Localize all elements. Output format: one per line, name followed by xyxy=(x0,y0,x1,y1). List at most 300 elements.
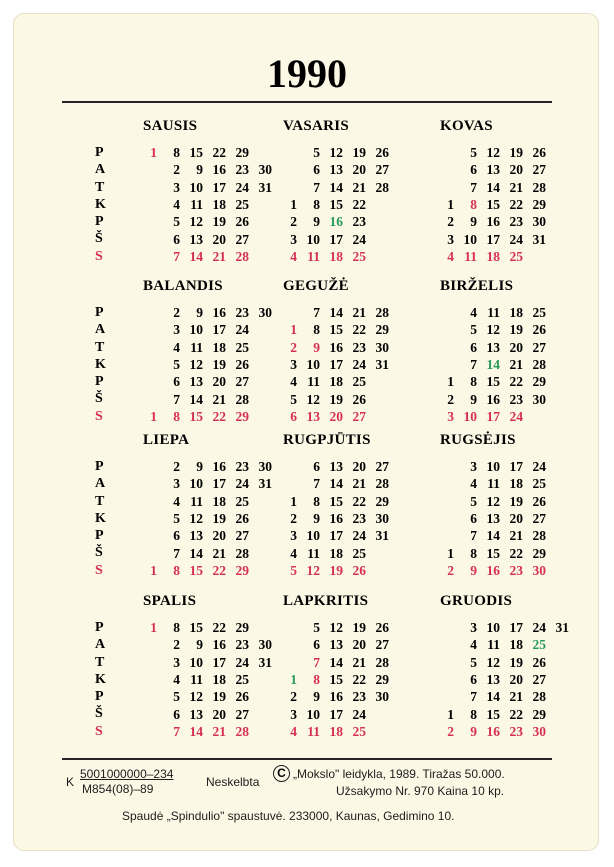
day-cell: 21 xyxy=(352,476,366,492)
weekday-row xyxy=(440,196,580,213)
weekday-row xyxy=(283,321,423,338)
day-cell: 10 xyxy=(463,408,477,424)
day-cell: 28 xyxy=(532,356,546,372)
day-cell: 12 xyxy=(486,322,500,338)
day-cell: 24 xyxy=(509,231,523,247)
weekday-letter: T xyxy=(95,339,105,355)
day-cell: 31 xyxy=(258,476,272,492)
day-cell: 27 xyxy=(532,671,546,687)
day-cell: 17 xyxy=(212,476,226,492)
day-cell: 20 xyxy=(212,231,226,247)
weekday-row xyxy=(143,179,283,196)
day-cell: 30 xyxy=(532,214,546,230)
day-cell: 26 xyxy=(532,322,546,338)
day-cell: 12 xyxy=(486,654,500,670)
day-cell: 16 xyxy=(486,391,500,407)
day-cell: 26 xyxy=(235,689,249,705)
day-cell: 5 xyxy=(470,145,477,160)
day-cell: 3 xyxy=(173,322,180,338)
day-cell: 19 xyxy=(212,214,226,230)
month-name: BIRŽELIS xyxy=(440,278,514,294)
day-cell: 3 xyxy=(290,231,297,247)
day-cell: 6 xyxy=(313,459,320,474)
day-cell: 24 xyxy=(509,408,523,424)
day-cell: 23 xyxy=(509,214,523,230)
weekday-row xyxy=(440,510,580,527)
day-cell: 24 xyxy=(352,356,366,372)
month-name: LAPKRITIS xyxy=(283,593,369,609)
day-cell: 7 xyxy=(470,179,477,195)
weekday-row xyxy=(143,339,283,356)
day-cell: 30 xyxy=(258,162,272,178)
day-cell: 21 xyxy=(509,179,523,195)
day-cell: 18 xyxy=(212,196,226,212)
day-cell: 15 xyxy=(329,493,343,509)
day-cell: 7 xyxy=(313,654,320,670)
weekday-letter: K xyxy=(95,510,106,526)
day-cell: 30 xyxy=(258,459,272,474)
day-cell: 24 xyxy=(352,528,366,544)
day-cell: 25 xyxy=(352,374,366,390)
day-cell: 20 xyxy=(352,637,366,653)
weekday-row xyxy=(440,161,580,178)
day-cell: 7 xyxy=(313,305,320,320)
day-cell: 26 xyxy=(235,510,249,526)
day-cell: 24 xyxy=(235,654,249,670)
neskelbta-label: Neskelbta xyxy=(206,775,260,789)
day-cell: 11 xyxy=(190,196,203,212)
day-cell: 13 xyxy=(189,231,203,247)
day-cell: 2 xyxy=(447,214,454,230)
day-cell: 1 xyxy=(447,706,454,722)
k-mark: K xyxy=(66,775,75,789)
day-cell: 24 xyxy=(532,620,546,635)
day-cell: 23 xyxy=(352,689,366,705)
weekday-row xyxy=(283,562,423,579)
day-cell: 9 xyxy=(470,214,477,230)
weekday-row xyxy=(440,527,580,544)
day-cell: 13 xyxy=(306,408,320,424)
weekday-letter: A xyxy=(95,162,106,178)
day-cell: 6 xyxy=(470,510,477,526)
day-cell: 18 xyxy=(212,493,226,509)
day-cell: 31 xyxy=(258,654,272,670)
weekday-row xyxy=(440,408,580,425)
day-cell: 31 xyxy=(532,231,546,247)
weekday-letter: T xyxy=(95,179,105,195)
day-cell: 6 xyxy=(470,671,477,687)
day-cell: 29 xyxy=(375,671,389,687)
day-cell: 28 xyxy=(375,476,389,492)
day-cell: 11 xyxy=(487,305,500,320)
day-cell: 7 xyxy=(173,723,180,739)
day-cell: 14 xyxy=(486,179,500,195)
day-cell: 27 xyxy=(375,162,389,178)
weekday-row xyxy=(283,179,423,196)
day-cell: 23 xyxy=(235,305,249,320)
weekday-row xyxy=(143,510,283,527)
day-cell: 1 xyxy=(447,196,454,212)
day-cell: 5 xyxy=(313,145,320,160)
day-cell: 21 xyxy=(352,654,366,670)
weekday-row xyxy=(143,213,283,230)
day-cell: 17 xyxy=(329,706,343,722)
day-cell: 9 xyxy=(313,214,320,230)
day-cell: 15 xyxy=(189,408,203,424)
day-cell: 8 xyxy=(470,196,477,212)
day-cell: 30 xyxy=(532,723,546,739)
day-cell: 23 xyxy=(509,723,523,739)
day-cell: 16 xyxy=(486,214,500,230)
day-cell: 23 xyxy=(235,162,249,178)
day-cell: 3 xyxy=(447,231,454,247)
day-cell: 22 xyxy=(352,322,366,338)
weekday-row xyxy=(283,161,423,178)
day-cell: 28 xyxy=(235,391,249,407)
day-cell: 30 xyxy=(258,637,272,653)
weekday-letter: T xyxy=(95,654,105,670)
day-cell: 12 xyxy=(329,145,343,160)
weekday-letter: P xyxy=(95,305,104,320)
day-cell: 24 xyxy=(532,459,546,474)
day-cell: 25 xyxy=(352,723,366,739)
day-cell: 19 xyxy=(509,145,523,160)
day-cell: 16 xyxy=(212,162,226,178)
day-cell: 3 xyxy=(290,356,297,372)
month-name: SAUSIS xyxy=(143,118,198,134)
day-cell: 4 xyxy=(290,248,297,264)
day-cell: 8 xyxy=(470,706,477,722)
day-cell: 30 xyxy=(375,339,389,355)
day-cell: 27 xyxy=(375,459,389,474)
day-cell: 25 xyxy=(532,637,546,653)
day-cell: 24 xyxy=(235,179,249,195)
day-cell: 12 xyxy=(486,145,500,160)
day-cell: 5 xyxy=(173,214,180,230)
day-cell: 19 xyxy=(509,493,523,509)
day-cell: 2 xyxy=(173,459,180,474)
day-cell: 6 xyxy=(173,528,180,544)
weekday-row xyxy=(283,723,423,740)
weekday-row xyxy=(143,408,283,425)
day-cell: 20 xyxy=(212,706,226,722)
day-cell: 13 xyxy=(486,162,500,178)
day-cell: 9 xyxy=(196,637,203,653)
day-cell: 26 xyxy=(375,145,389,160)
day-cell: 18 xyxy=(212,339,226,355)
day-cell: 23 xyxy=(352,339,366,355)
day-cell: 1 xyxy=(150,620,157,635)
day-cell: 3 xyxy=(447,408,454,424)
day-cell: 28 xyxy=(235,248,249,264)
day-cell: 5 xyxy=(470,654,477,670)
day-cell: 5 xyxy=(470,493,477,509)
day-cell: 26 xyxy=(235,356,249,372)
weekday-row xyxy=(283,619,423,636)
weekday-letter: Š xyxy=(95,391,103,407)
day-cell: 7 xyxy=(173,248,180,264)
day-cell: 22 xyxy=(352,671,366,687)
day-cell: 12 xyxy=(329,620,343,635)
day-cell: 11 xyxy=(190,339,203,355)
weekday-row xyxy=(283,636,423,653)
weekday-row xyxy=(440,144,580,161)
day-cell: 30 xyxy=(375,510,389,526)
day-cell: 3 xyxy=(173,476,180,492)
day-cell: 28 xyxy=(375,179,389,195)
printer-line: Spaudė „Spindulio" spaustuvė. 233000, Kaunas, Gedimino 10. xyxy=(122,809,455,823)
day-cell: 25 xyxy=(235,196,249,212)
day-cell: 2 xyxy=(173,162,180,178)
day-cell: 20 xyxy=(352,162,366,178)
weekday-row xyxy=(283,510,423,527)
day-cell: 27 xyxy=(532,339,546,355)
weekday-row xyxy=(143,231,283,248)
weekday-row xyxy=(440,373,580,390)
day-cell: 2 xyxy=(447,391,454,407)
day-cell: 7 xyxy=(470,356,477,372)
day-cell: 17 xyxy=(509,459,523,474)
day-cell: 13 xyxy=(329,162,343,178)
weekday-row xyxy=(283,373,423,390)
day-cell: 10 xyxy=(189,476,203,492)
weekday-row xyxy=(440,723,580,740)
weekday-row xyxy=(440,688,580,705)
day-cell: 1 xyxy=(290,671,297,687)
day-cell: 5 xyxy=(173,510,180,526)
weekday-row xyxy=(143,545,283,562)
weekday-row xyxy=(283,356,423,373)
day-cell: 27 xyxy=(375,637,389,653)
day-cell: 9 xyxy=(313,510,320,526)
month-name: RUGSĖJIS xyxy=(440,432,516,448)
day-cell: 30 xyxy=(375,689,389,705)
day-cell: 19 xyxy=(212,356,226,372)
day-cell: 25 xyxy=(352,248,366,264)
day-cell: 4 xyxy=(173,196,180,212)
day-cell: 18 xyxy=(509,637,523,653)
day-cell: 14 xyxy=(329,654,343,670)
day-cell: 10 xyxy=(189,179,203,195)
day-cell: 19 xyxy=(212,510,226,526)
day-cell: 18 xyxy=(329,248,343,264)
day-cell: 5 xyxy=(313,620,320,635)
day-cell: 7 xyxy=(313,476,320,492)
day-cell: 21 xyxy=(212,248,226,264)
weekday-row xyxy=(440,671,580,688)
day-cell: 16 xyxy=(212,459,226,474)
weekday-letter: Š xyxy=(95,545,103,561)
weekday-letter: T xyxy=(95,493,105,509)
day-cell: 16 xyxy=(329,689,343,705)
day-cell: 15 xyxy=(189,145,203,160)
day-cell: 10 xyxy=(306,528,320,544)
day-cell: 10 xyxy=(486,459,500,474)
weekday-row xyxy=(143,391,283,408)
day-cell: 16 xyxy=(212,637,226,653)
day-cell: 14 xyxy=(486,356,500,372)
day-cell: 9 xyxy=(196,305,203,320)
day-cell: 25 xyxy=(235,339,249,355)
day-cell: 27 xyxy=(352,408,366,424)
day-cell: 13 xyxy=(486,339,500,355)
bottom-divider xyxy=(62,758,552,760)
weekday-row xyxy=(143,248,283,265)
day-cell: 11 xyxy=(307,545,320,561)
day-cell: 30 xyxy=(258,305,272,320)
weekday-row xyxy=(283,248,423,265)
catalog-code-2: M854(08)–89 xyxy=(82,782,154,796)
day-cell: 17 xyxy=(486,231,500,247)
weekday-row xyxy=(143,161,283,178)
top-divider xyxy=(62,101,552,103)
day-cell: 30 xyxy=(532,562,546,578)
day-cell: 6 xyxy=(173,231,180,247)
weekday-row xyxy=(283,196,423,213)
day-cell: 6 xyxy=(470,339,477,355)
day-cell: 15 xyxy=(486,545,500,561)
weekday-row xyxy=(283,475,423,492)
day-cell: 21 xyxy=(212,723,226,739)
day-cell: 10 xyxy=(306,356,320,372)
day-cell: 6 xyxy=(313,637,320,653)
day-cell: 3 xyxy=(470,459,477,474)
day-cell: 12 xyxy=(189,510,203,526)
month-name: GRUODIS xyxy=(440,593,513,609)
day-cell: 17 xyxy=(509,620,523,635)
weekday-row xyxy=(143,458,283,475)
day-cell: 17 xyxy=(329,528,343,544)
weekday-row xyxy=(440,391,580,408)
publisher-line: „Mokslo" leidykla, 1989. Tiražas 50.000. xyxy=(293,767,505,781)
day-cell: 22 xyxy=(212,145,226,160)
day-cell: 20 xyxy=(329,408,343,424)
weekday-letters xyxy=(95,619,115,740)
day-cell: 15 xyxy=(189,562,203,578)
day-cell: 18 xyxy=(509,305,523,320)
weekday-row xyxy=(283,654,423,671)
day-cell: 18 xyxy=(486,248,500,264)
weekday-row xyxy=(440,545,580,562)
day-cell: 29 xyxy=(235,620,249,635)
day-cell: 8 xyxy=(173,562,180,578)
day-cell: 21 xyxy=(352,179,366,195)
day-cell: 22 xyxy=(509,374,523,390)
day-cell: 11 xyxy=(487,476,500,492)
day-cell: 22 xyxy=(212,620,226,635)
day-cell: 28 xyxy=(235,723,249,739)
weekday-letter: P xyxy=(95,145,104,160)
weekday-row xyxy=(143,706,283,723)
day-cell: 22 xyxy=(509,706,523,722)
weekday-row xyxy=(283,545,423,562)
day-cell: 21 xyxy=(212,391,226,407)
day-cell: 7 xyxy=(313,179,320,195)
day-cell: 3 xyxy=(290,528,297,544)
day-cell: 6 xyxy=(313,162,320,178)
day-cell: 4 xyxy=(173,671,180,687)
weekday-letters xyxy=(95,458,115,579)
day-cell: 2 xyxy=(173,637,180,653)
day-cell: 29 xyxy=(532,545,546,561)
day-cell: 6 xyxy=(290,408,297,424)
day-cell: 7 xyxy=(470,528,477,544)
day-cell: 3 xyxy=(173,179,180,195)
weekday-letters xyxy=(95,144,115,265)
weekday-row xyxy=(143,373,283,390)
day-cell: 24 xyxy=(352,231,366,247)
weekday-row xyxy=(143,654,283,671)
day-cell: 17 xyxy=(486,408,500,424)
day-cell: 15 xyxy=(329,671,343,687)
day-cell: 9 xyxy=(313,339,320,355)
day-cell: 17 xyxy=(329,231,343,247)
weekday-row xyxy=(143,475,283,492)
day-cell: 22 xyxy=(509,196,523,212)
day-cell: 2 xyxy=(447,562,454,578)
day-cell: 1 xyxy=(447,545,454,561)
month-name: LIEPA xyxy=(143,432,190,448)
day-cell: 28 xyxy=(375,305,389,320)
weekday-row xyxy=(143,196,283,213)
day-cell: 21 xyxy=(212,545,226,561)
day-cell: 19 xyxy=(329,391,343,407)
day-cell: 23 xyxy=(235,459,249,474)
day-cell: 18 xyxy=(329,723,343,739)
day-cell: 16 xyxy=(212,305,226,320)
day-cell: 4 xyxy=(470,637,477,653)
month-name: SPALIS xyxy=(143,593,197,609)
day-cell: 10 xyxy=(189,654,203,670)
weekday-row xyxy=(440,493,580,510)
day-cell: 27 xyxy=(235,231,249,247)
day-cell: 16 xyxy=(329,510,343,526)
weekday-row xyxy=(143,304,283,321)
weekday-row xyxy=(283,231,423,248)
weekday-letters xyxy=(95,304,115,425)
day-cell: 23 xyxy=(235,637,249,653)
weekday-letter: A xyxy=(95,322,106,338)
weekday-row xyxy=(440,706,580,723)
day-cell: 10 xyxy=(306,706,320,722)
weekday-row xyxy=(440,213,580,230)
day-cell: 9 xyxy=(313,689,320,705)
day-cell: 23 xyxy=(352,214,366,230)
day-cell: 1 xyxy=(150,562,157,578)
day-cell: 11 xyxy=(190,493,203,509)
weekday-row xyxy=(143,493,283,510)
day-cell: 27 xyxy=(235,528,249,544)
weekday-row xyxy=(440,248,580,265)
day-cell: 29 xyxy=(235,408,249,424)
weekday-row xyxy=(283,391,423,408)
day-cell: 29 xyxy=(235,145,249,160)
day-cell: 12 xyxy=(486,493,500,509)
weekday-letter: Š xyxy=(95,706,103,722)
weekday-row xyxy=(143,636,283,653)
weekday-row xyxy=(143,723,283,740)
day-cell: 5 xyxy=(470,322,477,338)
day-cell: 28 xyxy=(532,689,546,705)
weekday-row xyxy=(143,688,283,705)
weekday-letter: K xyxy=(95,196,106,212)
day-cell: 8 xyxy=(470,545,477,561)
day-cell: 8 xyxy=(173,408,180,424)
weekday-letter: P xyxy=(95,620,104,635)
day-cell: 9 xyxy=(470,723,477,739)
weekday-row xyxy=(440,179,580,196)
day-cell: 8 xyxy=(313,671,320,687)
